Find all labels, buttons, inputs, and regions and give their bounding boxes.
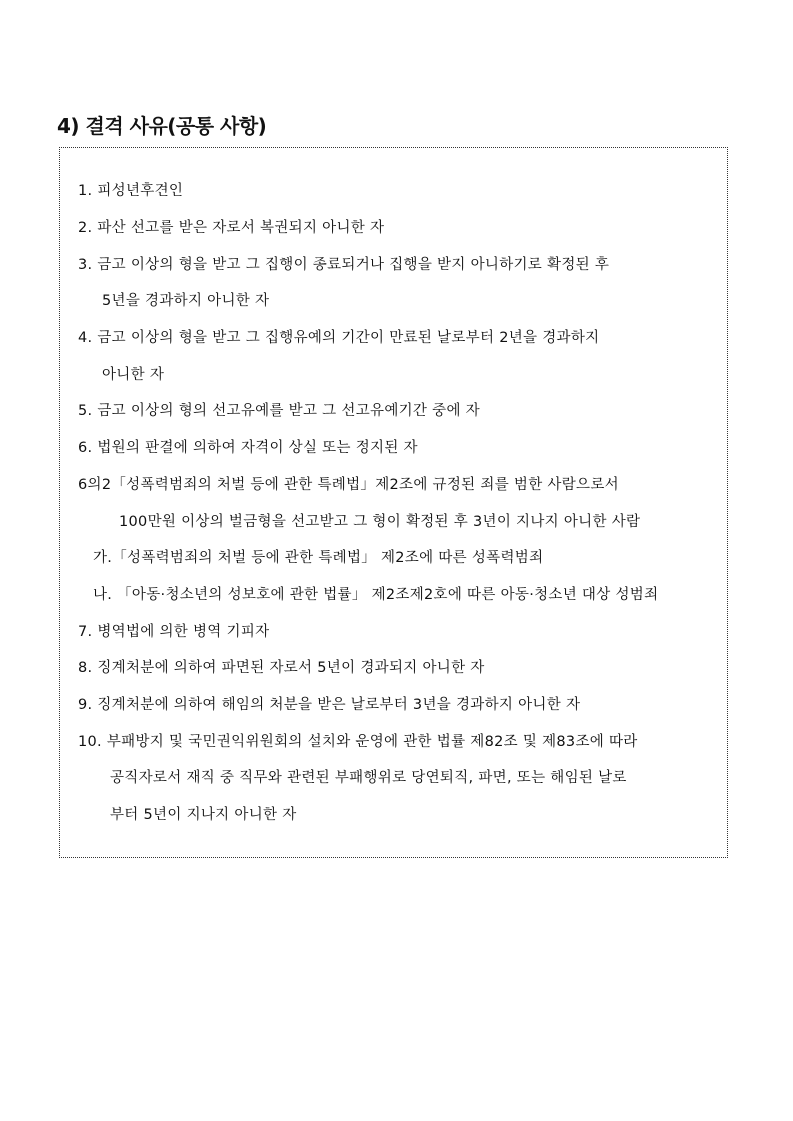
list-item-8: 8. 징계처분에 의하여 파면된 자로서 5년이 경과되지 아니한 자: [78, 660, 485, 676]
list-item-2: 2. 파산 선고를 받은 자로서 복권되지 아니한 자: [78, 220, 385, 236]
sub-item-na: 나. 「아동·청소년의 성보호에 관한 법률」 제2조제2호에 따른 아동·청소년 대상 성범죄: [93, 587, 659, 603]
list-item-1: 1. 피성년후견인: [78, 183, 184, 199]
list-item-6-2-continued: 100만원 이상의 벌금형을 선고받고 그 형이 확정된 후 3년이 지나지 아니한 사람: [119, 514, 641, 530]
disqualification-box: [59, 147, 728, 858]
list-item-7: 7. 병역법에 의한 병역 기피자: [78, 624, 270, 640]
list-item-5: 5. 금고 이상의 형의 선고유예를 받고 그 선고유예기간 중에 자: [78, 403, 480, 419]
list-item-9: 9. 징계처분에 의하여 해임의 처분을 받은 날로부터 3년을 경과하지 아니한 자: [78, 697, 581, 713]
list-item-3: 3. 금고 이상의 형을 받고 그 집행이 종료되거나 집행을 받지 아니하기로 확정된 후: [78, 257, 610, 273]
section-title: 4) 결격 사유(공통 사항): [57, 114, 267, 138]
sub-item-ga: 가.「성폭력범죄의 처벌 등에 관한 특례법」 제2조에 따른 성폭력범죄: [93, 550, 544, 566]
list-item-10: 10. 부패방지 및 국민권익위원회의 설치와 운영에 관한 법률 제82조 및 제83조에 따라: [78, 734, 638, 750]
list-item-3-continued: 5년을 경과하지 아니한 자: [102, 293, 270, 309]
list-item-6: 6. 법원의 판결에 의하여 자격이 상실 또는 정지된 자: [78, 440, 418, 456]
list-item-10-continued-2: 부터 5년이 지나지 아니한 자: [110, 807, 297, 823]
list-item-6-2: 6의2「성폭력범죄의 처벌 등에 관한 특례법」제2조에 규정된 죄를 범한 사람으로서: [78, 477, 619, 493]
list-item-4: 4. 금고 이상의 형을 받고 그 집행유예의 기간이 만료된 날로부터 2년을 경과하지: [78, 330, 600, 346]
list-item-10-continued-1: 공직자로서 재직 중 직무와 관련된 부패행위로 당연퇴직, 파면, 또는 해임된 날로: [110, 770, 627, 786]
list-item-4-continued: 아니한 자: [102, 367, 165, 383]
